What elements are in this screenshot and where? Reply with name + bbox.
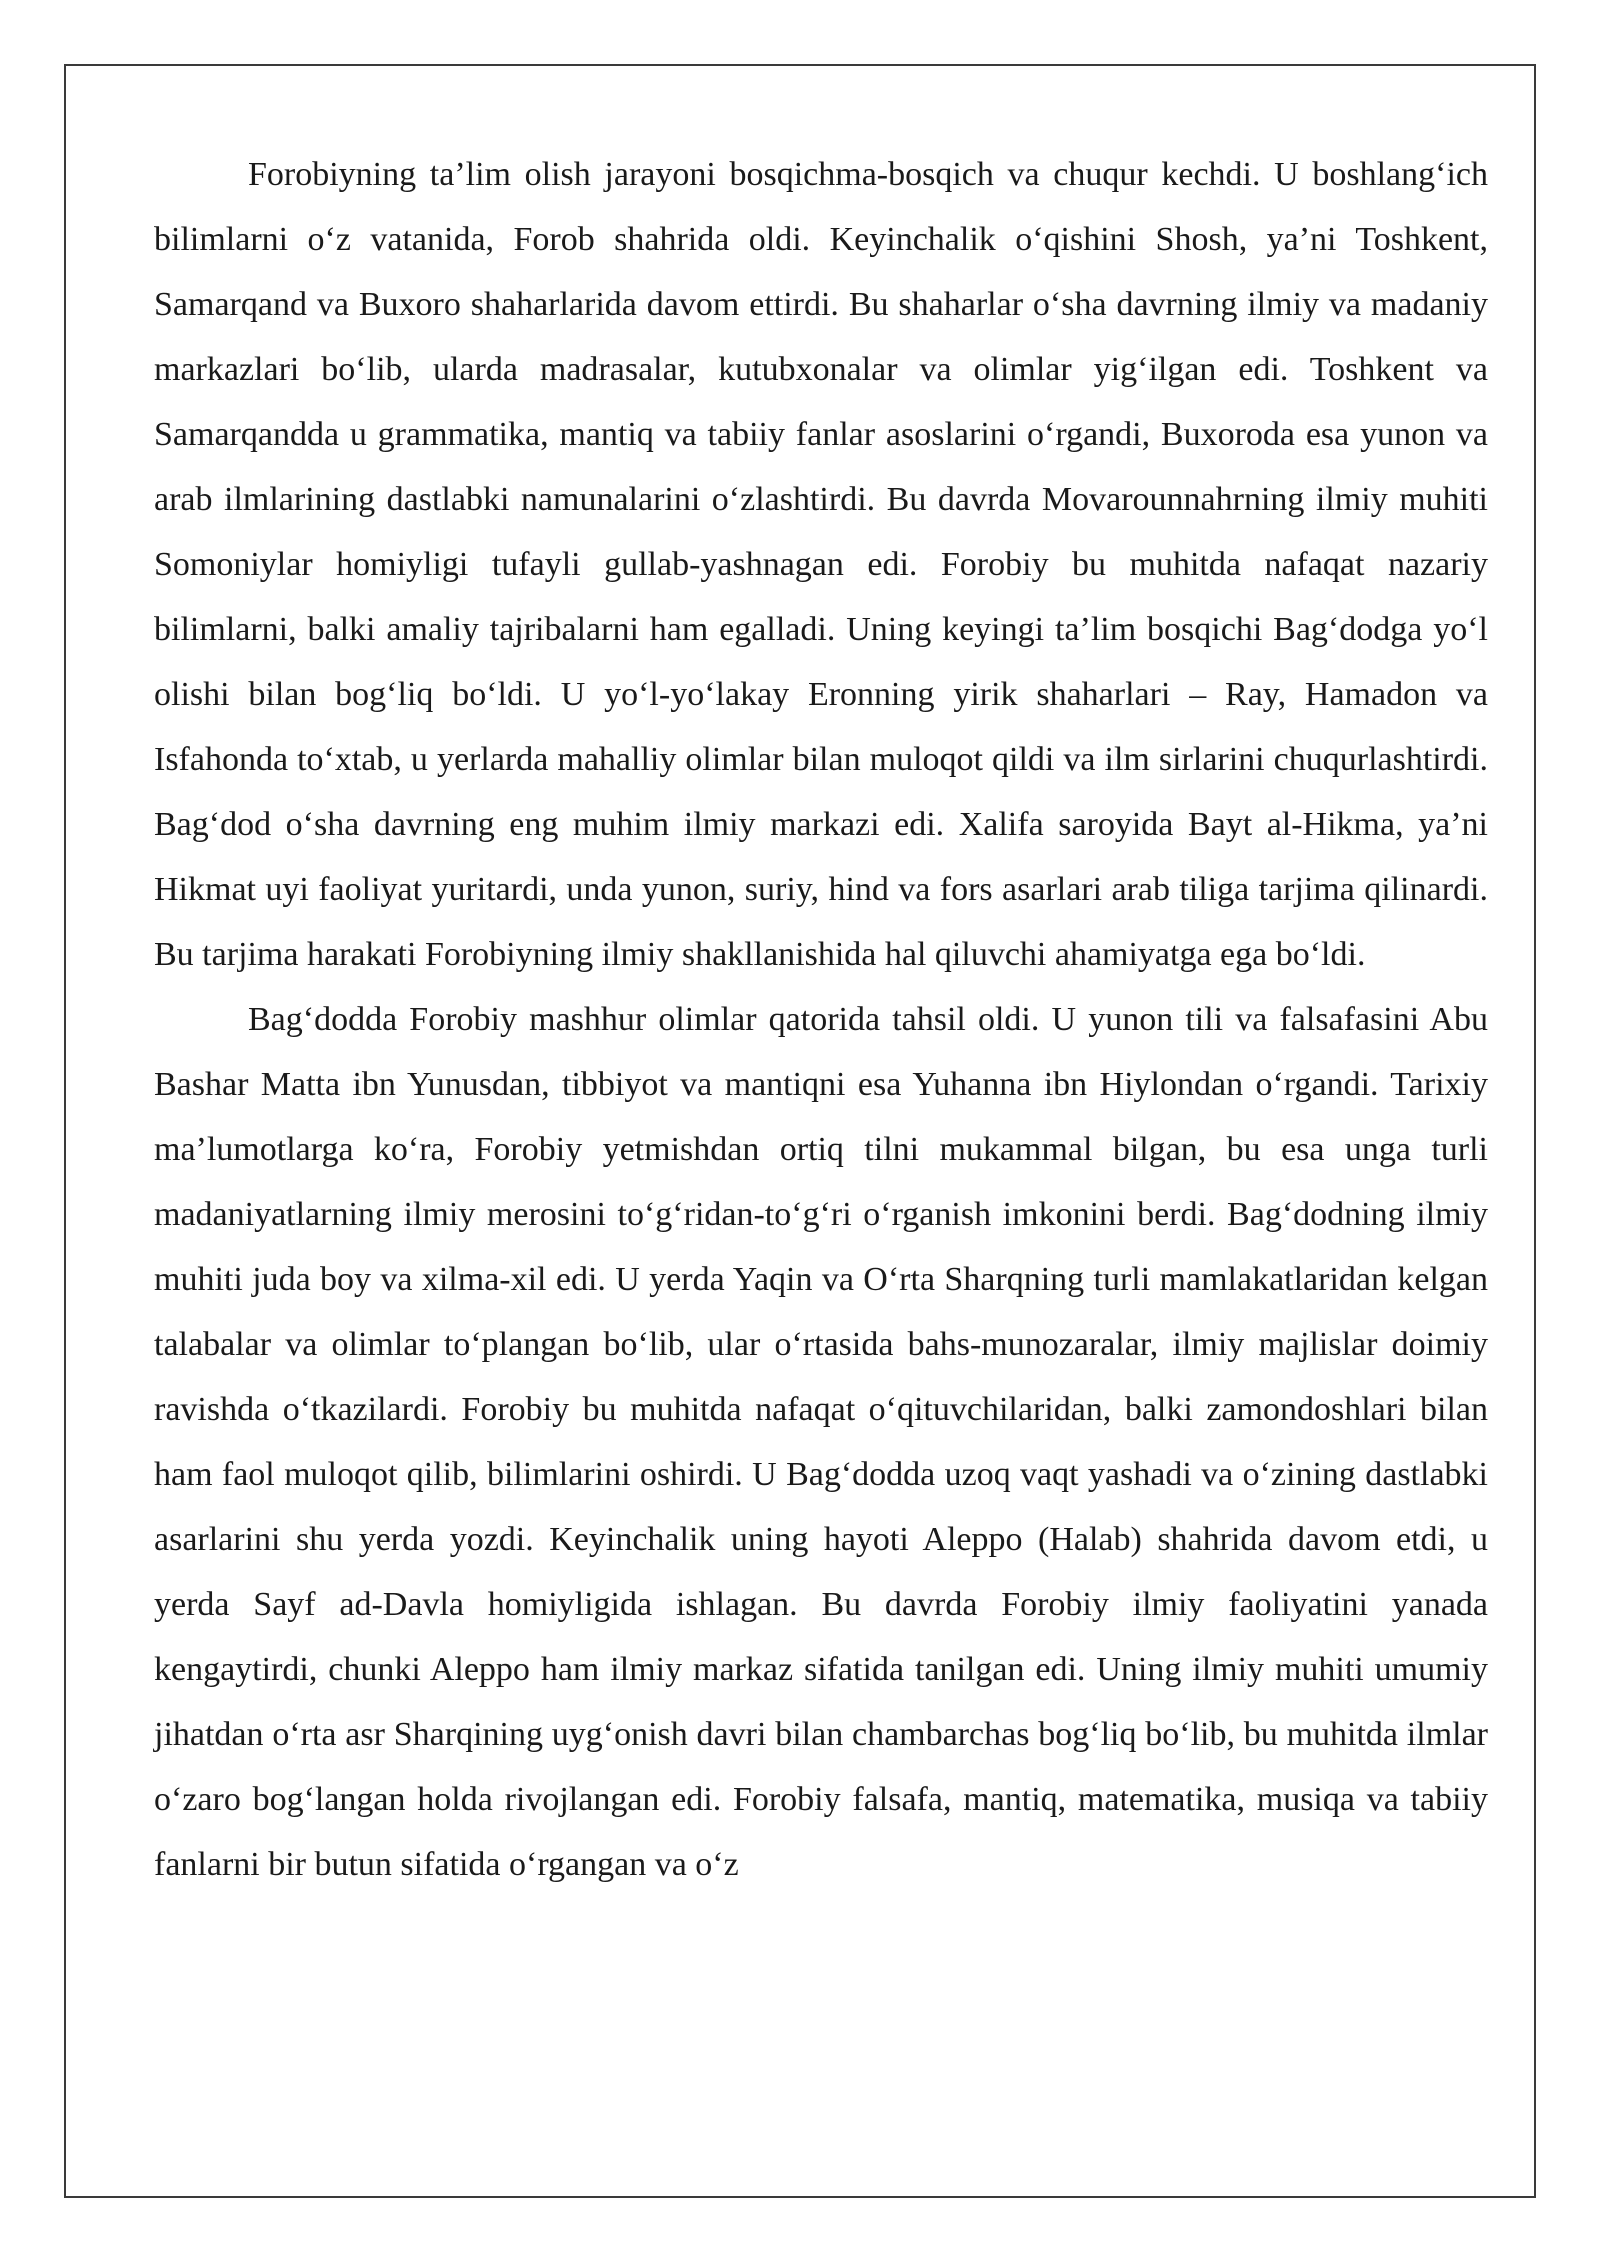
document-body	[154, 142, 1488, 1897]
paragraph-2: Bag‘dodda Forobiy mashhur olimlar qatorida tahsil oldi. U yunon tili va falsafasini Abu Bashar Matta ibn Yunusdan, tibbiyot va mantiqni esa Yuhanna ibn Hiylondan o‘rgandi. Tarixiy ma’lumotlarga ko‘ra, Forobiy yetmishdan ortiq tilni mukammal bilgan, bu esa unga turli madaniyatlarning ilmiy merosini to‘g‘ridan-to‘g‘ri o‘rganish imkonini berdi. Bag‘dodning ilmiy muhiti juda boy va xilma-xil edi. U yerda Yaqin va O‘rta Sharqning turli mamlakatlaridan kelgan talabalar va olimlar to‘plangan bo‘lib, ular o‘rtasida bahs-munozaralar, ilmiy majlislar doimiy ravishda o‘tkazilardi. Forobiy bu muhitda nafaqat o‘qituvchilaridan, balki zamondoshlari bilan ham faol muloqot qilib, bilimlarini oshirdi. U Bag‘dodda uzoq vaqt yashadi va o‘zining dastlabki asarlarini shu yerda yozdi. Keyinchalik uning hayoti Aleppo (Halab) shahrida davom etdi, u yerda Sayf ad-Davla homiyligida ishlagan. Bu davrda Forobiy ilmiy faoliyatini yanada kengaytirdi, chunki Aleppo ham ilmiy markaz sifatida tanilgan edi. Uning ilmiy muhiti umumiy jihatdan o‘rta asr Sharqining uyg‘onish davri bilan chambarchas bog‘liq bo‘lib, bu muhitda ilmlar o‘zaro bog‘langan holda rivojlangan edi. Forobiy falsafa, mantiq, matematika, musiqa va tabiiy fanlarni bir butun sifatida o‘rgangan va o‘z	[154, 1001, 1488, 1883]
paragraph-1: Forobiyning ta’lim olish jarayoni bosqichma-bosqich va chuqur kechdi. U boshlang‘ich bilimlarni o‘z vatanida, Forob shahrida oldi. Keyinchalik o‘qishini Shosh, ya’ni Toshkent, Samarqand va Buxoro shaharlarida davom ettirdi. Bu shaharlar o‘sha davrning ilmiy va madaniy markazlari bo‘lib, ularda madrasalar, kutubxonalar va olimlar yig‘ilgan edi. Toshkent va Samarqandda u grammatika, mantiq va tabiiy fanlar asoslarini o‘rgandi, Buxoroda esa yunon va arab ilmlarining dastlabki namunalarini o‘zlashtirdi. Bu davrda Movarounnahrning ilmiy muhiti Somoniylar homiyligi tufayli gullab-yashnagan edi. Forobiy bu muhitda nafaqat nazariy bilimlarni, balki amaliy tajribalarni ham egalladi. Uning keyingi ta’lim bosqichi Bag‘dodga yo‘l olishi bilan bog‘liq bo‘ldi. U yo‘l-yo‘lakay Eronning yirik shaharlari – Ray, Hamadon va Isfahonda to‘xtab, u yerlarda mahalliy olimlar bilan muloqot qildi va ilm sirlarini chuqurlashtirdi. Bag‘dod o‘sha davrning eng muhim ilmiy markazi edi. Xalifa saroyida Bayt al-Hikma, ya’ni Hikmat uyi faoliyat yuritardi, unda yunon, suriy, hind va fors asarlari arab tiliga tarjima qilinardi. Bu tarjima harakati Forobiyning ilmiy shakllanishida hal qiluvchi ahamiyatga ega bo‘ldi.	[154, 156, 1488, 973]
